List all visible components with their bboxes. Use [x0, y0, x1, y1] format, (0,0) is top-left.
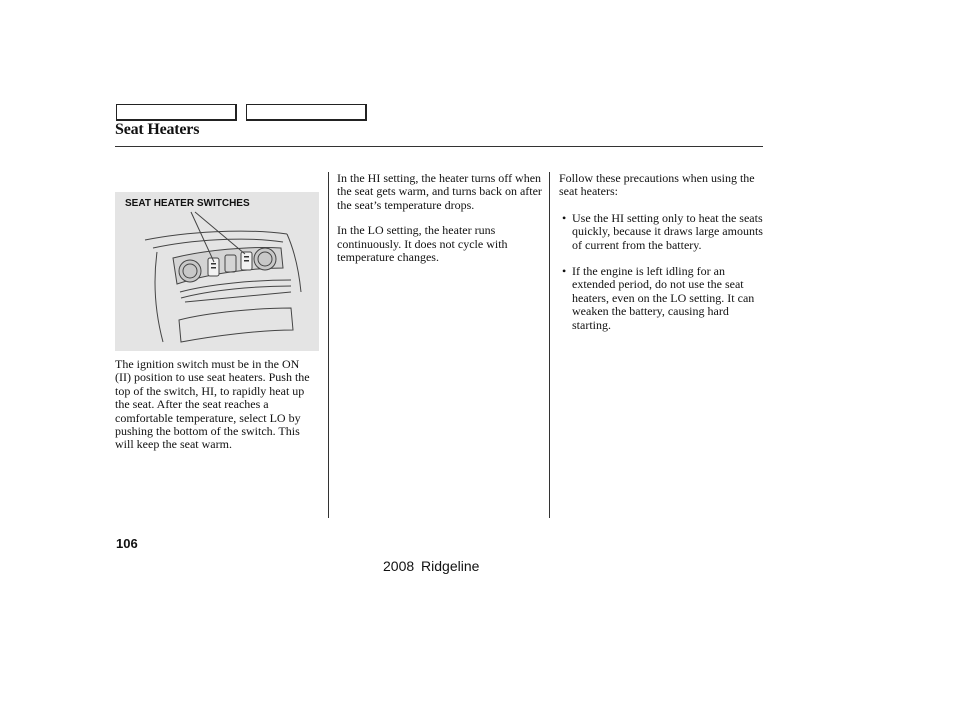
precaution-text: If the engine is left idling for an extended period, do not use the seat heaters, even on the LO setting. It can weaken the battery, causing hard starting.	[572, 264, 755, 332]
column-divider-left	[328, 172, 329, 518]
title-divider	[115, 146, 763, 147]
nav-tab-main-menu[interactable]	[116, 104, 237, 121]
list-item	[559, 212, 764, 252]
precautions-intro: Follow these precautions when using the seat heaters:	[559, 171, 755, 199]
column-divider-right	[549, 172, 550, 518]
bullet-icon: •	[562, 210, 567, 225]
seat-heater-switches-figure	[115, 192, 319, 351]
dashboard-illustration	[115, 192, 319, 351]
column-3	[559, 172, 764, 345]
precaution-text: Use the HI setting only to heat the seats quickly, because it draws large amounts of current from the battery.	[572, 210, 763, 252]
model-footer: 2008 Ridgeline	[383, 558, 480, 574]
column-2	[337, 172, 543, 276]
figure-caption: SEAT HEATER SWITCHES	[125, 198, 250, 209]
bullet-icon: •	[562, 264, 567, 279]
precautions-list	[559, 212, 764, 332]
list-item	[559, 265, 764, 332]
hi-setting-paragraph: In the HI setting, the heater turns off when the seat gets warm, and turns back on after the seat’s temperature drops.	[337, 171, 542, 212]
page-number: 106	[116, 536, 138, 551]
nav-tab-contents[interactable]	[246, 104, 367, 121]
page-title: Seat Heaters	[115, 121, 200, 138]
lo-setting-paragraph: In the LO setting, the heater runs continuously. It does not cycle with temperature changes.	[337, 223, 508, 265]
ignition-instructions-paragraph: The ignition switch must be in the ON (II) position to use seat heaters. Push the top of the switch, HI, to rapidly heat up the seat. After the seat reaches a comfortable temperature, select LO by pushing the bottom of the switch. This will keep the seat warm.	[115, 357, 310, 452]
